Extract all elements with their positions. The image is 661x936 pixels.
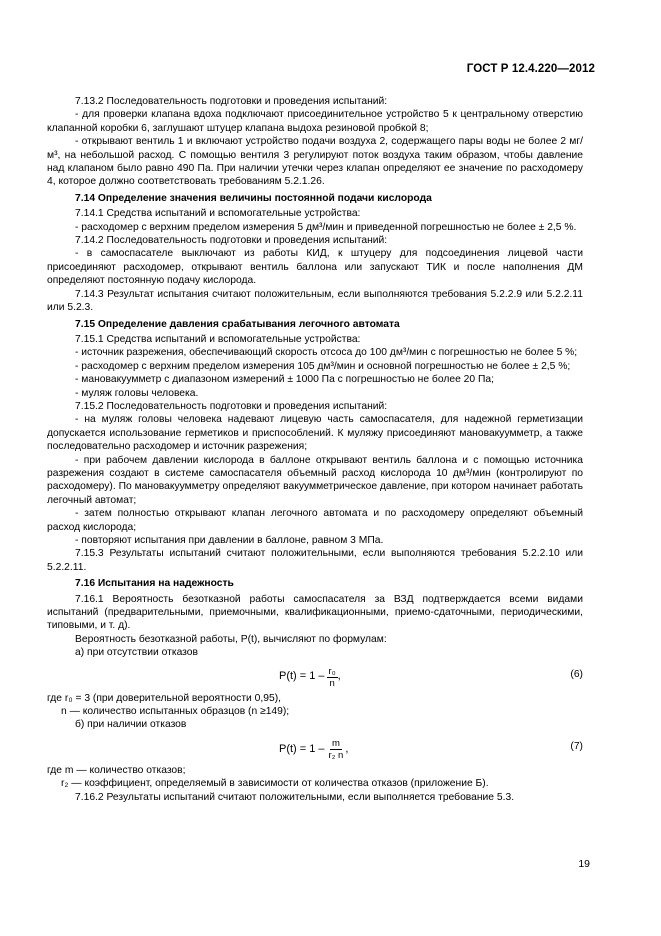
paragraph: 7.15.2 Последовательность подготовки и проведения испытаний: (75, 400, 388, 412)
fraction-numerator: r₀ (328, 665, 336, 677)
fraction-denominator: n (329, 677, 335, 689)
paragraph: Вероятность безотказной работы, P(t), вычисляют по формулам: (75, 633, 387, 645)
equation-fraction (327, 737, 349, 761)
paragraph: 7.14.1 Средства испытаний и вспомогательные устройства: (75, 208, 361, 220)
paragraph: n — количество испытанных образцов (n ≥149); (61, 706, 290, 718)
document-body (47, 95, 583, 804)
equation-tail: , (345, 742, 349, 755)
paragraph: 7.15.1 Средства испытаний и вспомогательные устройства: (75, 333, 361, 345)
paragraph: r₂ — коэффициент, определяемый в зависимости от количества отказов (приложение Б). (61, 778, 489, 790)
equation-lhs: P(t) = 1 – (279, 742, 325, 755)
paragraph: - открывают вентиль 1 и включают устройство подачи воздуха 2, содержащего пары воды не более 2 мг/м³, на небольшой расход. С помощью вентиля 3 регулируют поток воздуха таким образом, чтобы давление над клапаном было равно 490 Па. При наличии утечки через клапан определяют ее значение по расходомеру 4, которое должно соответствовать требованиям 5.2.1.26. (47, 136, 583, 188)
paragraph: 7.16.2 Результаты испытаний считают положительными, если выполняется требование 5.3. (75, 791, 515, 803)
equation-expression (279, 666, 341, 689)
paragraph: - при рабочем давлении кислорода в баллоне открывают вентиль баллона и с помощью источника разрежения создают в системе самоспасателя объемный расход кислорода 10 дм³/мин (контролируют по расходомеру). По мановакуумметру определяют вакуумметрическое давление, при котором начинает работать легочный автомат; (47, 454, 583, 506)
section-heading: 7.16 Испытания на надежность (75, 578, 234, 590)
paragraph: 7.14.2 Последовательность подготовки и проведения испытаний: (75, 235, 388, 247)
paragraph: б) при наличии отказов (75, 719, 187, 731)
paragraph: 7.16.1 Вероятность безотказной работы самоспасателя за ВЗД подтверждается всеми видами испытаний (предварительными, приемочными, квалификационными, приемо-сдаточными, периодическими, типовыми, и т. д). (47, 593, 583, 632)
paragraph: - для проверки клапана вдоха подключают присоединительное устройство 5 к центральному отверстию клапанной коробки 6, заглушают штуцер клапана выдоха резиновой пробкой 8; (47, 109, 583, 134)
equation-tail: , (337, 670, 341, 683)
section-heading: 7.14 Определение значения величины постоянной подачи кислорода (75, 192, 432, 204)
paragraph: - в самоспасателе выключают из работы КИД, к штуцеру для подсоединения лицевой части присоединяют расходомер, открывают вентиль баллона или запускают ТИК и после наполнения ДМ определяют постоянную подачу кислорода. (47, 248, 583, 287)
equation-fraction (327, 666, 338, 689)
equation-6 (47, 662, 583, 690)
equation-lhs: P(t) = 1 – (279, 670, 325, 683)
paragraph: 7.15.3 Результаты испытаний считают положительными, если выполняются требования 5.2.2.10 или 5.2.2.11. (47, 548, 583, 573)
paragraph: где m — количество отказов; (47, 764, 186, 776)
page-number: 19 (578, 858, 590, 870)
paragraph: - расходомер с верхним пределом измерения 5 дм³/мин и приведенной погрешностью не более ± 2,5 %. (75, 221, 577, 233)
paragraph: - затем полностью открывают клапан легочного автомата и по расходомеру определяют объемный расход кислорода; (47, 508, 583, 533)
paragraph: 7.13.2 Последовательность подготовки и проведения испытаний: (75, 96, 388, 107)
equation-number: (6) (570, 668, 583, 680)
paragraph: а) при отсутствии отказов (75, 647, 198, 659)
paragraph: - мановакуумметр с диапазоном измерений ± 1000 Па с погрешностью не более 20 Па; (75, 374, 494, 386)
paragraph: - на муляж головы человека надевают лицевую часть самоспасателя, для надежной герметизации допускается использование герметиков и приспособлений. К муляжу присоединяют мановакуумметр, а также последовательно расходомер и источник разрежения; (47, 414, 583, 453)
section-heading: 7.15 Определение давления срабатывания легочного автомата (75, 318, 400, 330)
paragraph: - муляж головы человека. (75, 387, 199, 399)
paragraph: - повторяют испытания при давлении в баллоне, равном 3 МПа. (75, 535, 384, 546)
fraction-denominator: r₂ n (328, 749, 344, 761)
paragraph: где r₀ = 3 (при доверительной вероятности 0,95), (47, 692, 281, 704)
paragraph: - источник разрежения, обеспечивающий скорость отсоса до 100 дм³/мин с погрешностью не более 5 %; (75, 347, 578, 359)
equation-number: (7) (570, 740, 583, 752)
equation-expression (279, 738, 348, 761)
fraction-numerator: m (331, 737, 340, 749)
paragraph: 7.14.3 Результат испытания считают положительным, если выполняются требования 5.2.2.9 или 5.2.2.11 или 5.2.3. (47, 288, 583, 314)
document-header: ГОСТ Р 12.4.220—2012 (466, 63, 595, 75)
equation-7 (47, 734, 583, 762)
paragraph: - расходомер с верхним пределом измерения 105 дм³/мин и основной погрешностью не более ± 2,5 %; (75, 360, 571, 372)
